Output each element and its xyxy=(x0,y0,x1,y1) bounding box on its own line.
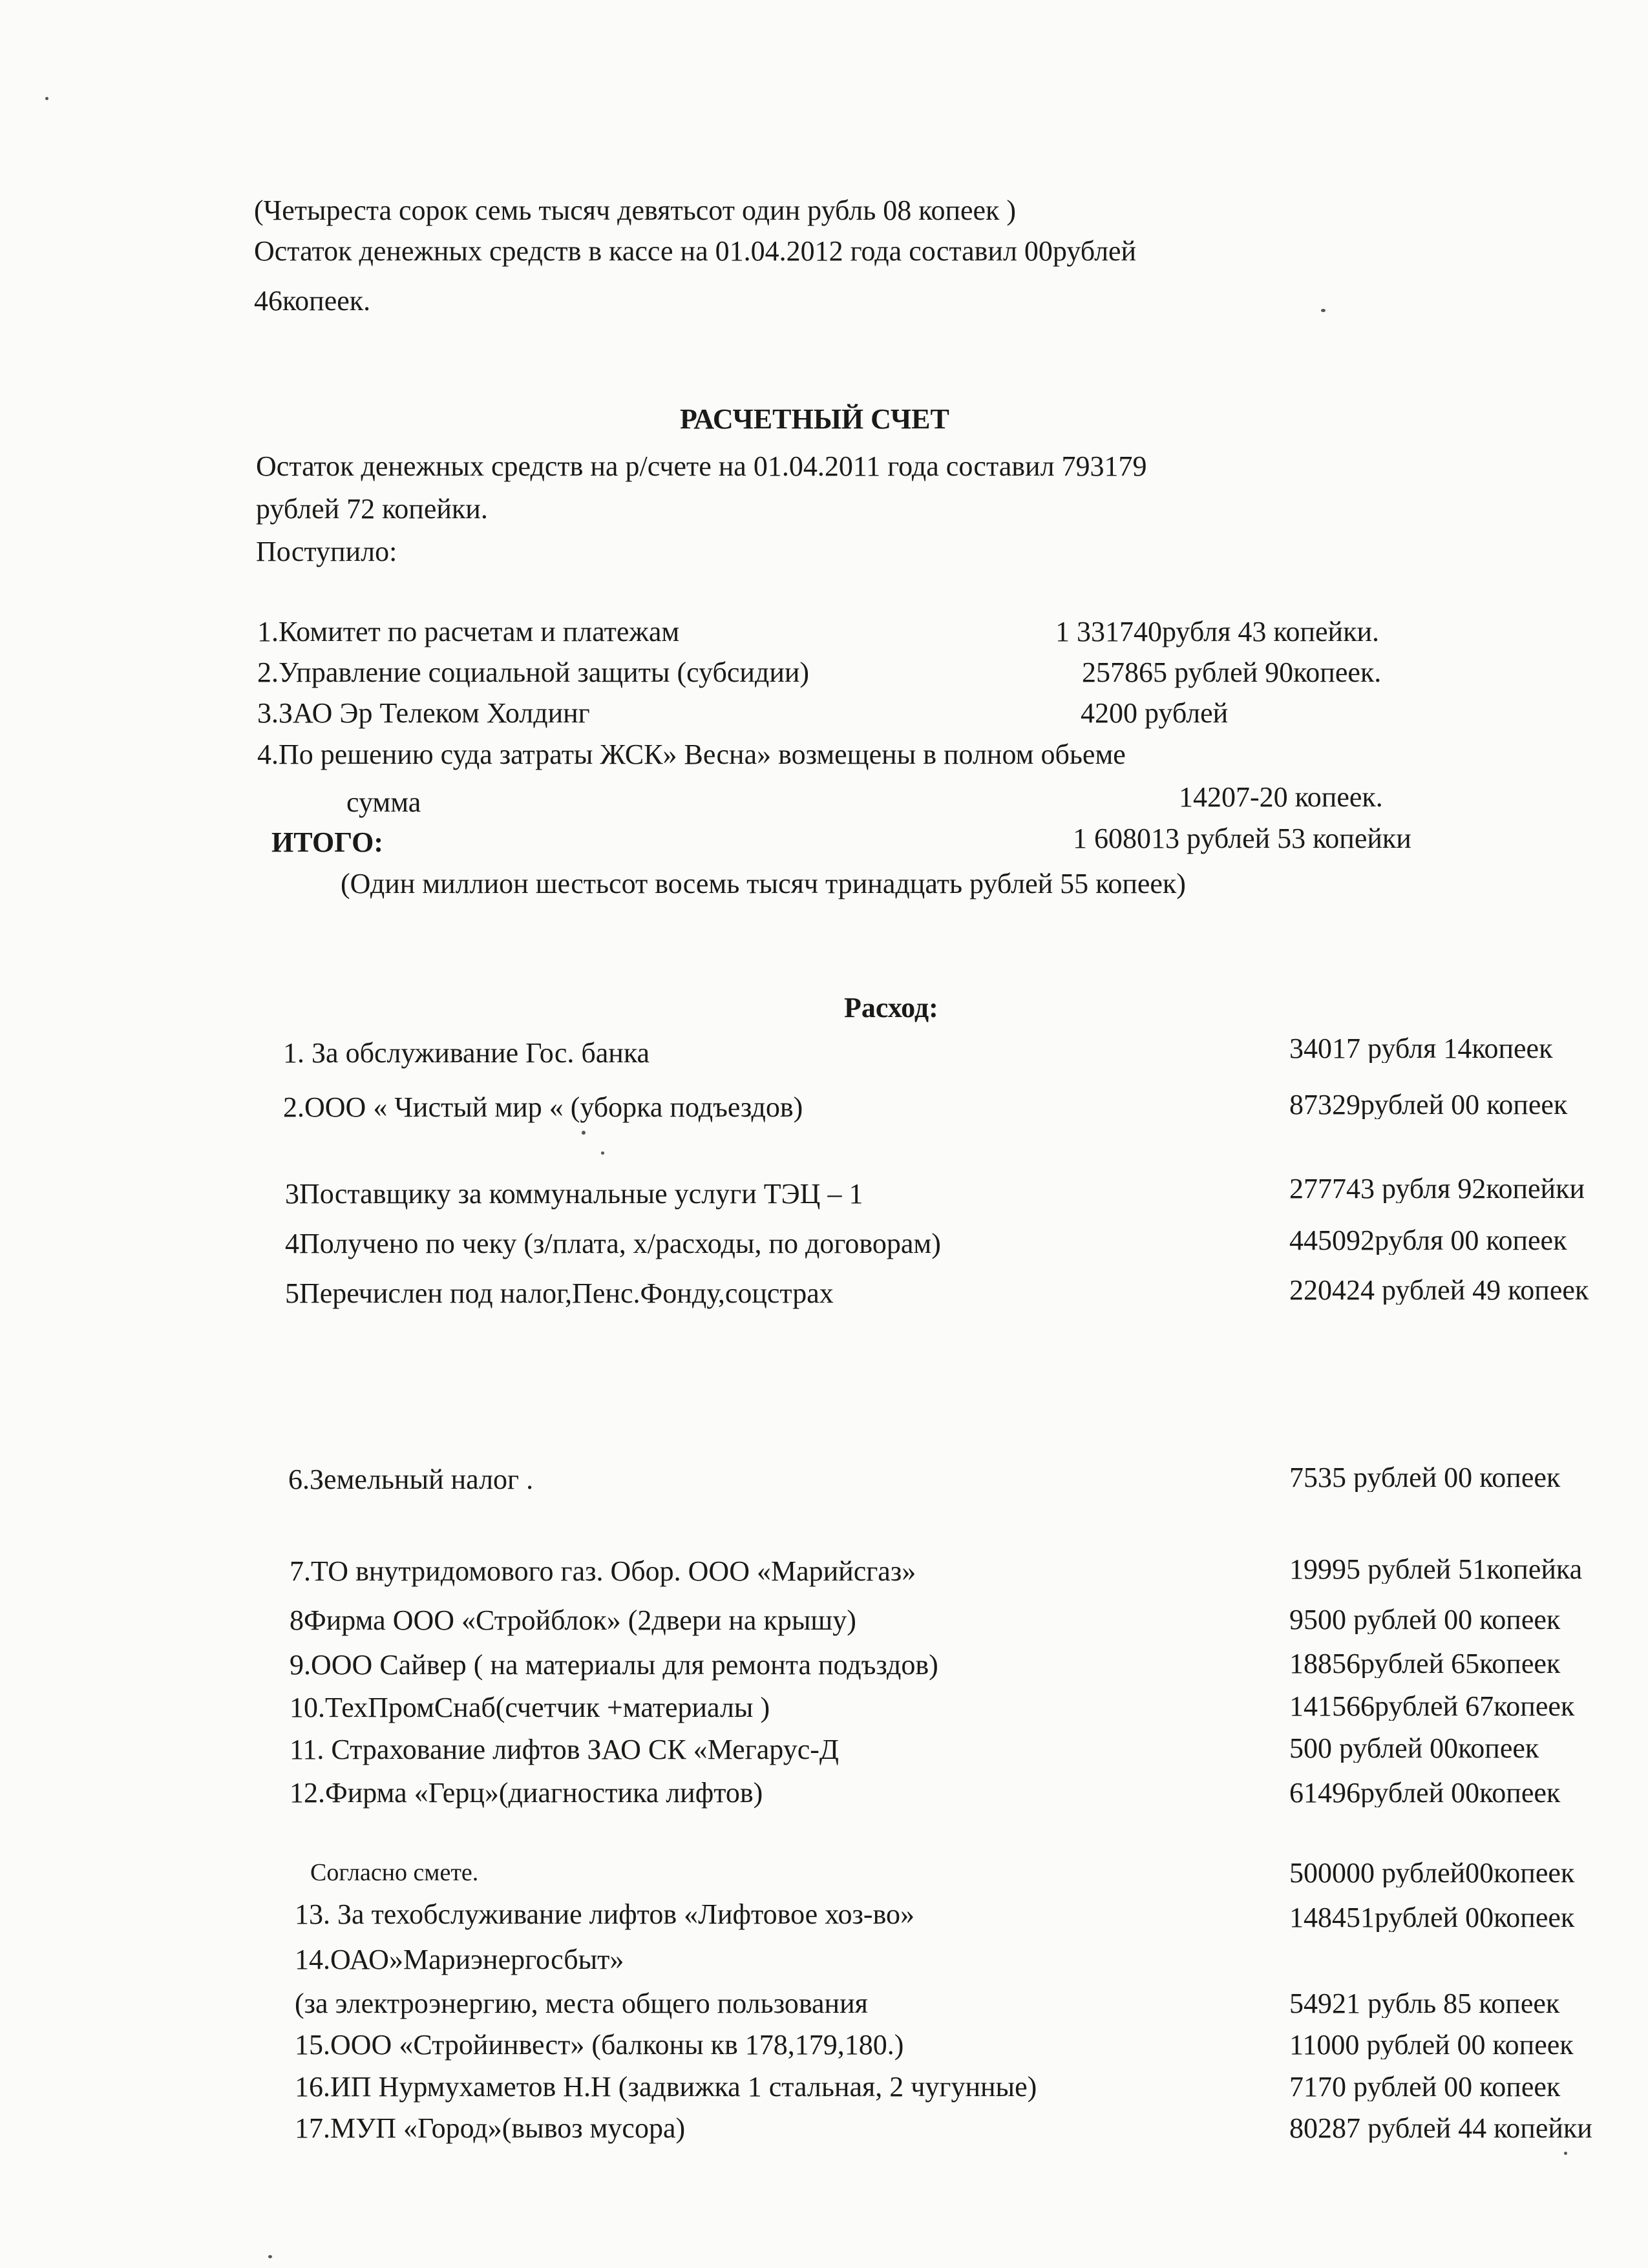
expense-item-amount: 141566рублей 67копеек xyxy=(1289,1692,1575,1721)
expense-item-label: 2.ООО « Чистый мир « (уборка подъездов) xyxy=(283,1091,803,1123)
income-item-amount: 1 331740рубля 43 копейки. xyxy=(1055,616,1380,647)
expense-item-amount: 500000 рублей00копеек xyxy=(1289,1859,1575,1887)
income-item-amount: 4200 рублей xyxy=(1081,697,1229,729)
expense-item-label: 13. За техобслуживание лифтов «Лифтовое хоз-во» xyxy=(295,1898,915,1930)
income-sum-amount: 14207-20 копеек. xyxy=(1179,781,1383,813)
expense-item-label: 10.ТехПромСнаб(счетчик +материалы ) xyxy=(290,1692,770,1723)
expense-item-label: 1. За обслуживание Гос. банка xyxy=(283,1037,650,1069)
expense-item-amount: 500 рублей 00копеек xyxy=(1289,1734,1539,1763)
expense-item-label: 17.МУП «Город»(вывоз мусора) xyxy=(295,2112,686,2144)
scan-speck xyxy=(1321,309,1326,312)
expense-item-amount: 61496рублей 00копеек xyxy=(1289,1779,1561,1807)
total-label: ИТОГО: xyxy=(271,826,383,858)
expense-item-amount: 7535 рублей 00 копеек xyxy=(1289,1464,1561,1492)
expense-item-amount: 445092рубля 00 копеек xyxy=(1289,1226,1567,1255)
expense-item-amount: 18856рублей 65копеек xyxy=(1289,1650,1561,1678)
account-balance-line-cont: рублей 72 копейки. xyxy=(256,493,488,525)
scan-speck xyxy=(268,2255,272,2258)
estimate-note: Согласно смете. xyxy=(310,1859,479,1886)
expense-item-amount: 9500 рублей 00 копеек xyxy=(1289,1606,1561,1634)
expense-item-label: 4Получено по чеку (з/плата, х/расходы, по договорам) xyxy=(285,1228,941,1259)
amount-in-words-line: (Четыреста сорок семь тысяч девятьсот один рубль 08 копеек ) xyxy=(254,194,1017,226)
cash-balance-line: Остаток денежных средств в кассе на 01.04.2012 года составил 00рублей xyxy=(254,235,1137,267)
expense-item-label: 6.Земельный налог . xyxy=(288,1464,534,1495)
expense-item-amount: 7170 рублей 00 копеек xyxy=(1289,2073,1561,2101)
expense-item-amount: 19995 рублей 51копейка xyxy=(1289,1555,1583,1584)
expense-item-label: 7.ТО внутридомового газ. Обор. ООО «Марийсгаз» xyxy=(290,1555,916,1587)
income-item-amount: 257865 рублей 90копеек. xyxy=(1082,656,1382,688)
income-sum-label: сумма xyxy=(346,786,421,818)
expense-item-label: 5Перечислен под налог,Пенс.Фонду,соцстрах xyxy=(285,1277,834,1309)
income-item-label: 1.Комитет по расчетам и платежам xyxy=(257,616,680,647)
expense-item-amount: 80287 рублей 44 копейки xyxy=(1289,2114,1592,2143)
expense-item-label: 12.Фирма «Герц»(диагностика лифтов) xyxy=(290,1777,763,1809)
total-in-words: (Один миллион шестьсот восемь тысяч тринадцать рублей 55 копеек) xyxy=(341,868,1186,899)
scan-speck xyxy=(601,1151,604,1155)
cash-balance-line-cont: 46копеек. xyxy=(254,285,371,317)
income-item-label: 4.По решению суда затраты ЖСК» Весна» возмещены в полном обьеме xyxy=(257,739,1126,770)
expense-item-label: 9.ООО Сайвер ( на материалы для ремонта подъздов) xyxy=(290,1649,938,1681)
expense-item-amount: 220424 рублей 49 копеек xyxy=(1289,1276,1589,1305)
expense-item-label: 3Поставщику за коммунальные услуги ТЭЦ – 1 xyxy=(285,1178,863,1210)
expense-item-amount: 11000 рублей 00 копеек xyxy=(1289,2031,1574,2059)
received-label: Поступило: xyxy=(256,536,397,567)
expense-item-amount: 34017 рубля 14копеек xyxy=(1289,1034,1553,1063)
income-item-label: 2.Управление социальной защиты (субсидии) xyxy=(257,656,810,688)
account-balance-line: Остаток денежных средств на р/счете на 01.04.2011 года составил 793179 xyxy=(256,450,1147,482)
expense-item-label: 16.ИП Нурмухаметов Н.Н (задвижка 1 стальная, 2 чугунные) xyxy=(295,2071,1037,2103)
expense-item-label: 15.ООО «Стройинвест» (балконы кв 178,179,180.) xyxy=(295,2029,904,2061)
expense-title: Расход: xyxy=(844,992,938,1024)
expense-item-amount: 54921 рубль 85 копеек xyxy=(1289,1990,1560,2018)
expense-item-label: 14.ОАО»Мариэнергосбыт» xyxy=(295,1944,624,1975)
expense-item-label: (за электроэнергию, места общего пользования xyxy=(295,1988,868,2019)
expense-item-amount: 148451рублей 00копеек xyxy=(1289,1904,1575,1932)
total-amount: 1 608013 рублей 53 копейки xyxy=(1073,823,1411,854)
scan-speck xyxy=(45,97,48,100)
expense-item-label: 11. Страхование лифтов ЗАО СК «Мегарус-Д xyxy=(290,1734,839,1765)
scan-speck xyxy=(1564,2152,1567,2155)
income-item-label: 3.ЗАО Эр Телеком Холдинг xyxy=(257,697,590,729)
section-title: РАСЧЕТНЫЙ СЧЕТ xyxy=(680,403,949,435)
expense-item-amount: 277743 рубля 92копейки xyxy=(1289,1175,1585,1203)
expense-item-label: 8Фирма ООО «Стройблок» (2двери на крышу) xyxy=(290,1604,856,1636)
scan-speck xyxy=(582,1131,586,1135)
expense-item-amount: 87329рублей 00 копеек xyxy=(1289,1091,1568,1119)
